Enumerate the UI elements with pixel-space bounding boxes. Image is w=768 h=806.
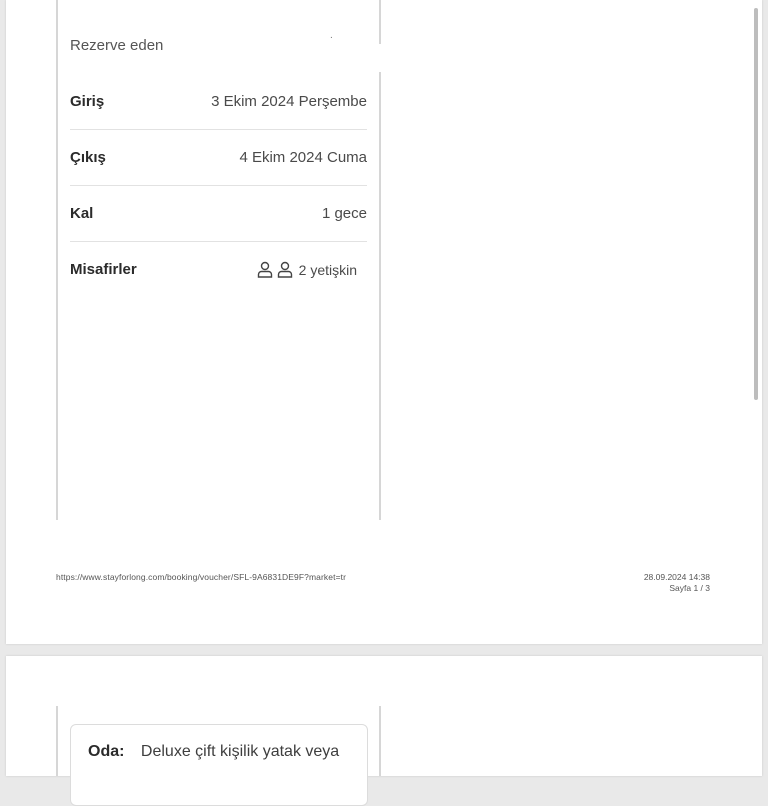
guests-info <box>257 261 357 278</box>
left-column-border <box>56 706 58 776</box>
reserved-by-label: Rezerve eden <box>70 37 164 54</box>
checkin-label: Giriş <box>70 93 105 110</box>
guests-label: Misafirler <box>70 261 137 278</box>
checkin-value: 3 Ekim 2024 Perşembe <box>211 93 367 110</box>
room-line <box>88 743 339 761</box>
footer-info <box>644 572 710 594</box>
checkout-label: Çıkış <box>70 149 106 166</box>
right-column-border <box>379 72 381 520</box>
checkin-row <box>70 74 367 130</box>
footer-datetime: 28.09.2024 14:38 <box>643 572 710 582</box>
left-column-border <box>56 0 58 520</box>
right-column-border <box>379 0 381 44</box>
guest-icons <box>257 261 293 278</box>
stay-row <box>70 186 367 242</box>
stay-label: Kal <box>70 205 94 222</box>
footer-page-number: Sayfa 1 / 3 <box>669 583 710 593</box>
dot-mark: . <box>330 30 333 41</box>
room-card <box>70 724 368 806</box>
scrollbar-thumb[interactable] <box>754 8 758 400</box>
footer-url: https://www.stayforlong.com/booking/voucher/SFL-9A6831DE9F?market=tr <box>56 572 347 582</box>
guests-row <box>70 242 367 297</box>
stay-value: 1 gece <box>321 205 367 222</box>
person-icon <box>277 261 293 278</box>
pdf-page-1 <box>6 0 762 644</box>
guests-value: 2 yetişkin <box>298 261 357 278</box>
room-value: Deluxe çift kişilik yatak veya <box>140 743 340 760</box>
checkout-value: 4 Ekim 2024 Cuma <box>239 149 367 166</box>
pdf-page-2 <box>6 656 762 776</box>
person-icon <box>257 261 273 278</box>
checkout-row <box>70 130 367 186</box>
room-label: Oda: <box>88 743 125 760</box>
right-column-border <box>379 706 381 776</box>
